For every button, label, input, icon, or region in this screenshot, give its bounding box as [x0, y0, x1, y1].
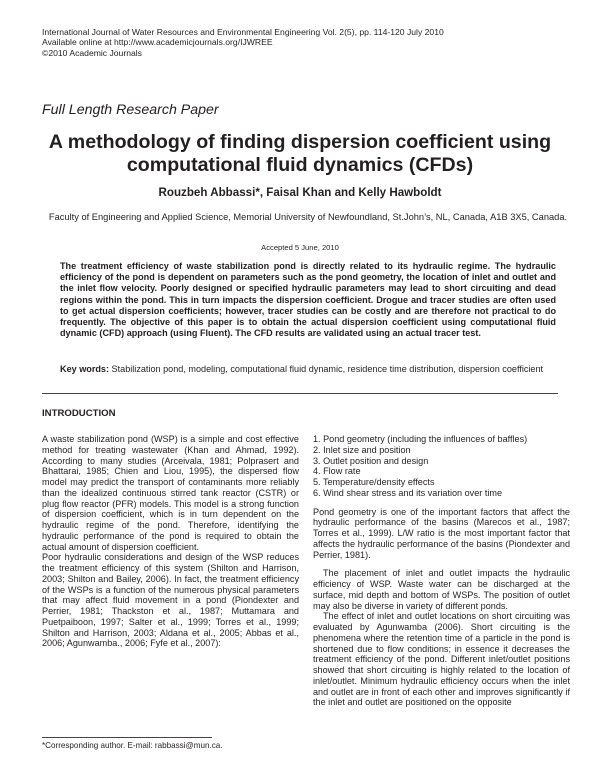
intro-paragraph-1: A waste stabilization pond (WSP) is a simple and cost effective method for treating wastewater (Khan and Ahmad, 1992). According to many studies (Arceivala, 1981; Polprasert and Bhattarai, 1985; Chien and Liou, 1995), the dispersed flow model may predict the transport of contaminants more reliably than the idealized continuous stirred tank reactor (CSTR) or plug flow reactor (PFR) models. This model is a strong function of dispersion coefficient, which is in turn dependent on the hydraulic regime of the pond. Therefore, identifying the hydraulic performance of the pond is required to obtain the actual amount of dispersion coefficient.	[42, 434, 299, 552]
right-paragraph-2: The placement of inlet and outlet impacts the hydraulic efficiency of WSP. Waste water can be discharged at the surface, mid depth and bottom of WSPs. The position of outlet may also be diverse in variety of different ponds.	[313, 568, 570, 611]
accepted-date: Accepted 5 June, 2010	[261, 243, 339, 252]
right-paragraph-3: The effect of inlet and outlet locations on short circuiting was evaluated by Agunwamba (2006). Short circuiting is the phenomena where the retention time of a particle in the pond is shortened due to flow conditions; in essence it decreases the treatment efficiency of the pond. Different inlet/outlet positions showed that short circuiting is highly related to the location of inlet/outlet. Minimum hydraulic efficiency occurs when the inlet and outlet are in front of each other and improves significantly if the inlet and outlet are positioned on the opposite	[313, 611, 570, 708]
footnote: *Corresponding author. E-mail: rabbassi@mun.ca.	[42, 741, 223, 750]
intro-paragraph-2: Poor hydraulic considerations and design of the WSP reduces the treatment efficiency of this system (Shilton and Harrison, 2003; Shilton and Bailey, 2006). In fact, the treatment efficiency of the WSPs is a function of the numerous physical parameters that may affect fluid movement in a pond (Piondexter and Perrier, 1981; Thackston et al., 1987; Muttamara and Puetpaiboon, 1997; Salter et al., 1999; Torres et al., 1999; Shilton and Harrison, 2003; Aldana et al., 2005; Abbas et al., 2006; Agunwamba., 2006; Fyfe et al., 2007):	[42, 552, 299, 649]
keywords	[60, 364, 556, 375]
list-item: 4. Flow rate	[313, 466, 361, 477]
list-item: 1. Pond geometry (including the influences of baffles)	[313, 434, 528, 444]
article-type: Full Length Research Paper	[42, 102, 219, 118]
section-heading: INTRODUCTION	[42, 408, 116, 419]
right-paragraph-1: Pond geometry is one of the important factors that affect the hydraulic performance of the basins (Marecos et al., 1987; Torres et al., 1999). L/W ratio is the most important factor that affects the hydraulic performance of the basins (Piondexter and Perrier, 1981).	[313, 506, 570, 560]
right-column	[313, 434, 570, 708]
authors: Rouzbeh Abbassi*, Faisal Khan and Kelly Hawboldt	[158, 186, 442, 199]
abstract: The treatment efficiency of waste stabilization pond is directly related to its hydraulic regime. The hydraulic efficiency of the pond is dependent on parameters such as the pond geometry, the location of inlet and outlet and the inlet flow velocity. Poorly designed or specified hydraulic parameters may lead to short circuiting and dead regions within the pond. This in turn impacts the dispersion coefficient. Drogue and tracer studies are often used to get actual dispersion coefficients; however, tracer studies can be costly and are therefore not practical to do frequently. The objective of this paper is to obtain the actual dispersion coefficient using computational fluid dynamic (CFD) approach (using Fluent). The CFD results are validated using an actual tracer test.	[60, 261, 556, 339]
keywords-label: Key words:	[60, 364, 110, 374]
list-item: 6. Wind shear stress and its variation over time	[313, 487, 503, 498]
affiliation: Faculty of Engineering and Applied Science, Memorial University of Newfoundland, St.John’s, NL, Canada, A1B 3X5, Canada.	[48, 212, 568, 222]
divider	[42, 393, 558, 394]
journal-citation: International Journal of Water Resources and Environmental Engineering Vol. 2(5), pp. 114-120 July 2010	[42, 27, 444, 37]
keywords-text: Stabilization pond, modeling, computational fluid dynamic, residence time distribution, dispersion coefficient	[109, 364, 544, 374]
factor-list	[313, 434, 570, 499]
left-column	[42, 434, 299, 649]
footnote-divider	[42, 737, 212, 738]
list-item: 2. Inlet size and position	[313, 444, 411, 455]
list-item: 5. Temperature/density effects	[313, 477, 435, 487]
journal-copyright: ©2010 Academic Journals	[42, 47, 142, 58]
list-item: 3. Outlet position and design	[313, 455, 429, 466]
journal-header	[42, 27, 444, 58]
paper-title: A methodology of finding dispersion coefficient using computational fluid dynamics (CFDs)	[48, 131, 552, 176]
journal-url: Available online at http://www.academicjournals.org/IJWREE	[42, 37, 273, 48]
